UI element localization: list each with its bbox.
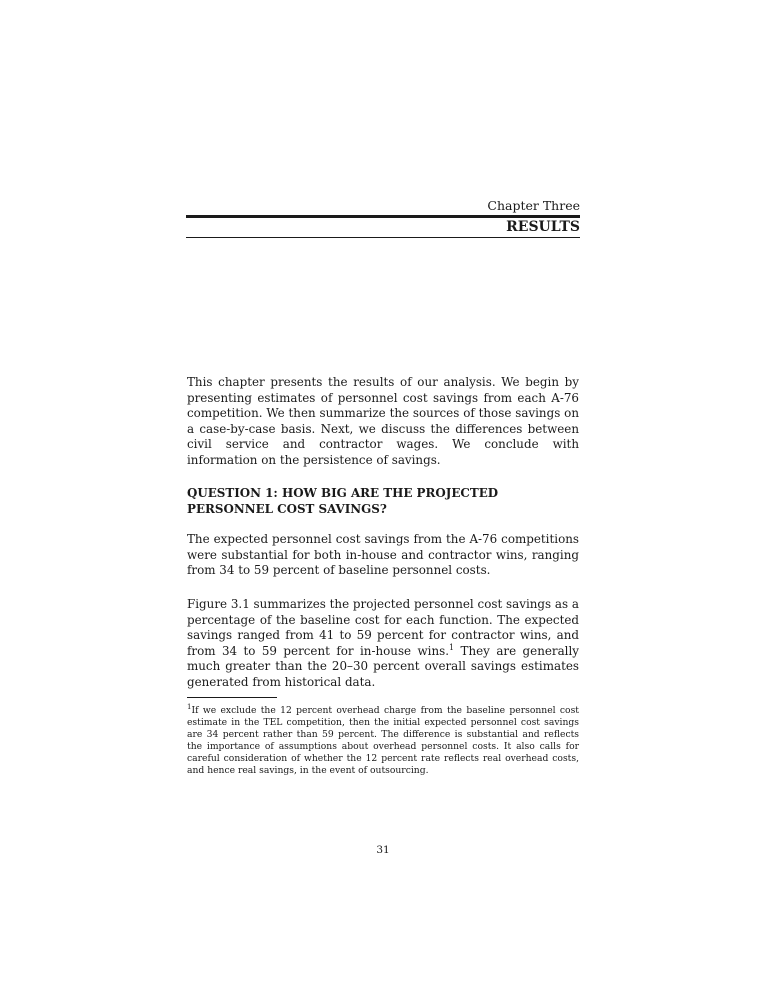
footnote-marker: 1	[187, 703, 192, 711]
intro-paragraph: This chapter presents the results of our analysis. We begin by presenting estimates of personnel cost savings from each A-76 competition. We then summarize the sources of those savings on a case-by-case basis. Next, we discuss the differences between civil service and contractor wages. We conclude with information on the persistence of savings.	[187, 375, 579, 467]
chapter-label: Chapter Three	[487, 198, 580, 213]
chapter-rule-thick	[186, 215, 580, 218]
footnote-rule	[187, 697, 277, 698]
body-paragraph-2-text-b: They are generally much greater than the 20–30 percent overall savings estimates generated from historical data.	[187, 643, 579, 689]
chapter-title: RESULTS	[506, 219, 580, 235]
body-paragraph-2	[187, 597, 579, 691]
footnote	[187, 705, 579, 778]
intro-block	[187, 375, 579, 469]
chapter-rule-thin	[186, 237, 580, 238]
footnote-reference[interactable]: 1	[449, 642, 455, 652]
page-number: 31	[376, 844, 390, 856]
section-heading: QUESTION 1: HOW BIG ARE THE PROJECTED PERSONNEL COST SAVINGS?	[187, 486, 499, 516]
body-paragraph-1: The expected personnel cost savings from the A-76 competitions were substantial for both in-house and contractor wins, ranging from 34 to 59 percent of baseline personnel costs.	[187, 532, 579, 578]
body-paragraph-2-text-a: Figure 3.1 summarizes the projected personnel cost savings as a percentage of the baseline cost for each function. The expected savings ranged from 41 to 59 percent for contractor wins, and from 34 to 59 percent for in-house wins.	[187, 597, 579, 658]
footnote-text: If we exclude the 12 percent overhead charge from the baseline personnel cost estimate in the TEL competition, then the initial expected personnel cost savings are 34 percent rather than 59 percent. The difference is substantial and reflects the importance of assumptions about overhead personnel costs. It also calls for careful consideration of whether the 12 percent rate reflects real overhead costs, and hence real savings, in the event of outsourcing.	[187, 705, 579, 777]
paragraph-block-2	[187, 597, 579, 691]
paragraph-block-1	[187, 532, 579, 579]
